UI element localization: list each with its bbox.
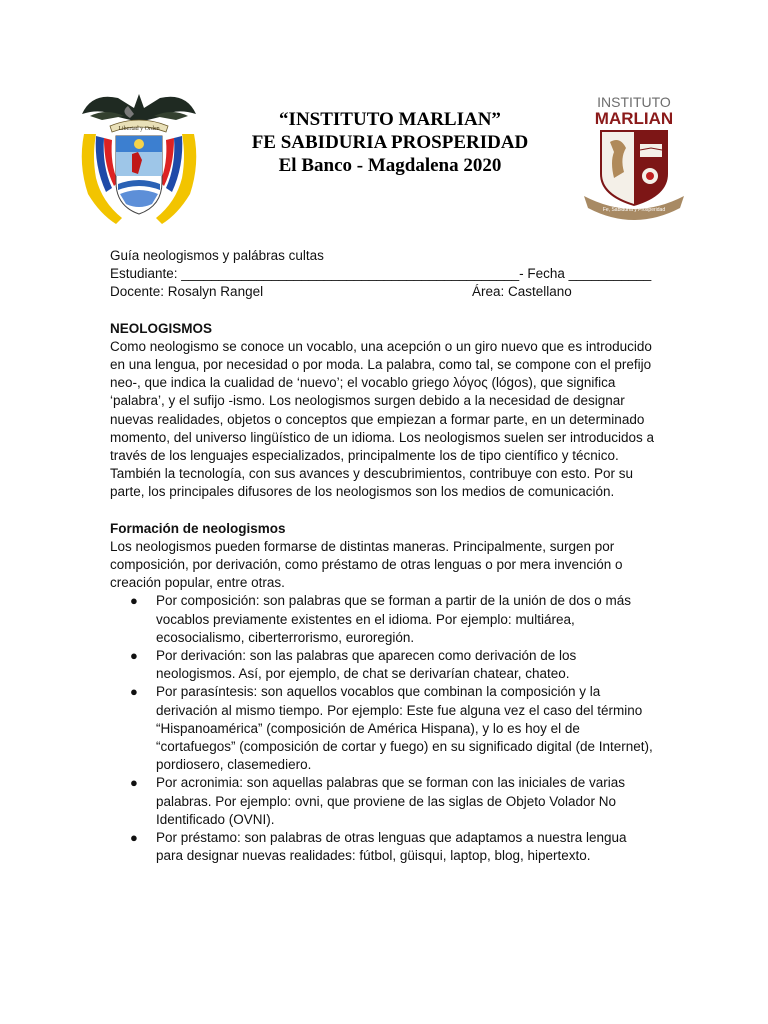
list-item bbox=[110, 647, 655, 683]
institution-titles bbox=[210, 108, 570, 177]
coat-motto: Libertad y Orden bbox=[118, 126, 160, 132]
section-heading-neologismos: NEOLOGISMOS bbox=[110, 320, 213, 336]
title-line-institute: “INSTITUTO MARLIAN” bbox=[279, 109, 501, 130]
formation-types-list bbox=[110, 592, 655, 865]
list-item bbox=[110, 683, 655, 774]
section-heading-formacion: Formación de neologismos bbox=[110, 520, 286, 536]
list-item bbox=[110, 829, 655, 865]
bullet-icon: ● bbox=[130, 830, 138, 846]
neologismos-paragraph: Como neologismo se conoce un vocablo, una acepción o un giro nuevo que es introducido en una lengua, por necesidad o por moda. La palabra, como tal, se compone con el prefijo neo-, que indica la cualidad de ‘nuevo’; el vocablo griego λόγος (lógos), que significa ‘palabra’, y el sufijo -ismo. Los neologismos surgen debido a la necesidad de designar nuevas realidades, objetos o conceptos que empiezan a formar parte, en un determinado momento, del universo lingüístico de un idioma. Los neologismos suelen ser introducidos a través de los lenguajes especializados, principalmente los de tipo científico y técnico. También la tecnología, con sus avances y descubrimientos, contribuye con esto. Por su parte, los principales difusores de los neologismos son los medios de comunicación. bbox=[110, 338, 655, 500]
instituto-marlian-logo bbox=[580, 92, 688, 224]
list-item bbox=[110, 592, 655, 647]
title-line-location: El Banco - Magdalena 2020 bbox=[278, 155, 502, 176]
document-body bbox=[110, 247, 655, 865]
title-line-motto: FE SABIDURIA PROSPERIDAD bbox=[251, 132, 529, 153]
teacher-label: Docente: Rosalyn Rangel bbox=[110, 284, 264, 300]
teacher-area-row bbox=[110, 283, 655, 301]
logo-text-marlian: MARLIAN bbox=[594, 109, 674, 128]
list-item-text: Por derivación: son las palabras que aparecen como derivación de los neologismos. Así, por ejemplo, de chat se derivarían chatear, chateo. bbox=[156, 648, 577, 682]
guide-title: Guía neologismos y palábras cultas bbox=[110, 248, 324, 263]
colombia-coat-of-arms bbox=[72, 86, 206, 226]
list-item-text: Por acronimia: son aquellas palabras que se forman con las iniciales de varias palabras. Por ejemplo: ovni, que proviene de las siglas de Objeto Volador No Identificado (OVNI). bbox=[156, 775, 625, 827]
logo-ribbon-text: Fe, Sabiduría y Prosperidad bbox=[602, 207, 666, 213]
bullet-icon: ● bbox=[130, 593, 138, 609]
document-header bbox=[0, 0, 768, 240]
student-date-line: Estudiante: _____________________________________________- Fecha ___________ bbox=[110, 266, 652, 282]
list-item bbox=[110, 774, 655, 829]
bullet-icon: ● bbox=[130, 648, 138, 664]
bullet-icon: ● bbox=[130, 684, 138, 700]
list-item-text: Por préstamo: son palabras de otras lenguas que adaptamos a nuestra lengua para designar nuevas realidades: fútbol, güisqui, laptop, blog, hipertexto. bbox=[156, 830, 627, 864]
bullet-icon: ● bbox=[130, 775, 138, 791]
list-item-text: Por composición: son palabras que se forman a partir de la unión de dos o más vocablos previamente existentes en el idioma. Por ejemplo: multiárea, ecosocialismo, ciberterrorismo, euroregión. bbox=[156, 593, 632, 645]
list-item-text: Por parasíntesis: son aquellos vocablos que combinan la composición y la derivación al mismo tiempo. Por ejemplo: Este fue alguna vez el caso del término “Hispanoamérica” (composición de América Hispana), y lo es hoy el de “cortafuegos” (composición de cortar y fuego) en su significado digital (de Internet), pordiosero, clasemediero. bbox=[156, 684, 653, 773]
formacion-intro-paragraph: Los neologismos pueden formarse de distintas maneras. Principalmente, surgen por composición, por derivación, como préstamo de otras lenguas o por mera invención o creación popular, entre otras. bbox=[110, 538, 623, 591]
area-label: Área: Castellano bbox=[472, 284, 572, 300]
logo-text-instituto: INSTITUTO bbox=[597, 94, 671, 110]
